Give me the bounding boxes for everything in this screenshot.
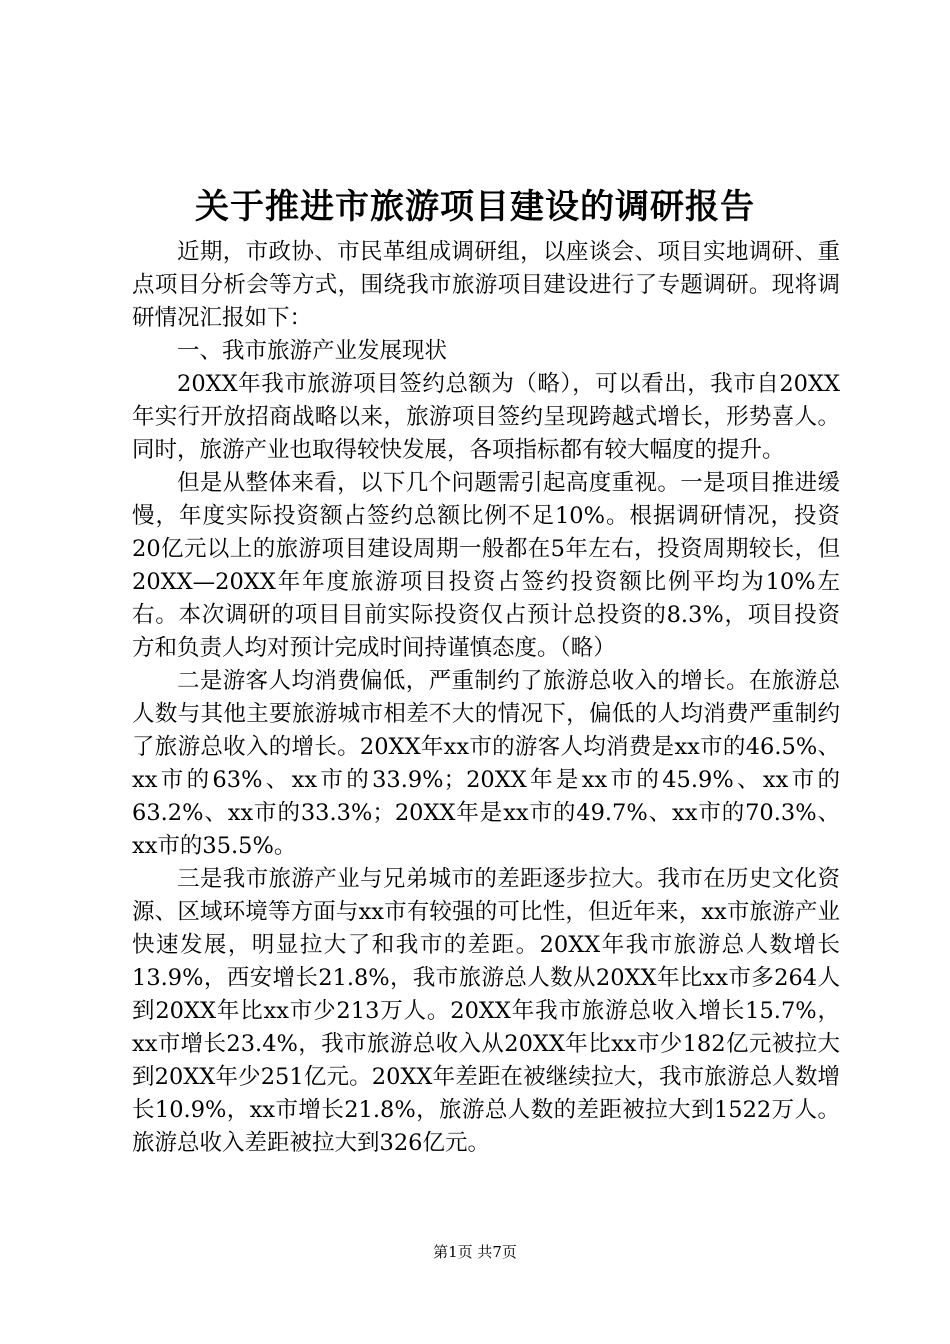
paragraph-problem-2: 二是游客人均消费偏低，严重制约了旅游总收入的增长。在旅游总人数与其他主要旅游城市相差不大的情况下，偏低的人均消费严重制约了旅游总收入的增长。20XX年xx市的游客人均消费是xx市的46.5%、xx市的63%、xx市的33.9%；20XX年是xx市的45.9%、xx市的63.2%、xx市的33.3%；20XX年是xx市的49.7%、xx市的70.3%、xx市的35.5%。 [132,668,840,859]
paragraph-overview: 20XX年我市旅游项目签约总额为（略），可以看出，我市自20XX年实行开放招商战略以来，旅游项目签约呈现跨越式增长，形势喜人。同时，旅游产业也取得较快发展，各项指标都有较大幅度的提升。 [132,371,840,463]
document-body [132,236,840,1160]
paragraph-intro: 近期，市政协、市民革组成调研组，以座谈会、项目实地调研、重点项目分析会等方式，围绕我市旅游项目建设进行了专题调研。现将调研情况汇报如下： [132,239,840,331]
section-heading-1: 一、我市旅游产业发展现状 [177,338,448,364]
document-title: 关于推进市旅游项目建设的调研报告 [195,187,755,227]
paragraph-problem-3: 三是我市旅游产业与兄弟城市的差距逐步拉大。我市在历史文化资源、区域环境等方面与xx市有较强的可比性，但近年来，xx市旅游产业快速发展，明显拉大了和我市的差距。20XX年我市旅游总人数增长13.9%，西安增长21.8%，我市旅游总人数从20XX年比xx市多264人到20XX年比xx市少213万人。20XX年我市旅游总收入增长15.7%，xx市增长23.4%，我市旅游总收入从20XX年比xx市少182亿元被拉大到20XX年少251亿元。20XX年差距在被继续拉大，我市旅游总人数增长10.9%，xx市增长21.8%，旅游总人数的差距被拉大到1522万人。旅游总收入差距被拉大到326亿元。 [132,866,840,1156]
paragraph-problem-1: 但是从整体来看，以下几个问题需引起高度重视。一是项目推进缓慢，年度实际投资额占签约总额比例不足10%。根据调研情况，投资20亿元以上的旅游项目建设周期一般都在5年左右，投资周期较长，但20XX—20XX年年度旅游项目投资占签约投资额比例平均为10%左右。本次调研的项目目前实际投资仅占预计总投资的8.3%，项目投资方和负责人均对预计完成时间持谨慎态度。（略） [132,470,840,661]
page-number-footer: 第1页 共7页 [433,1243,517,1261]
